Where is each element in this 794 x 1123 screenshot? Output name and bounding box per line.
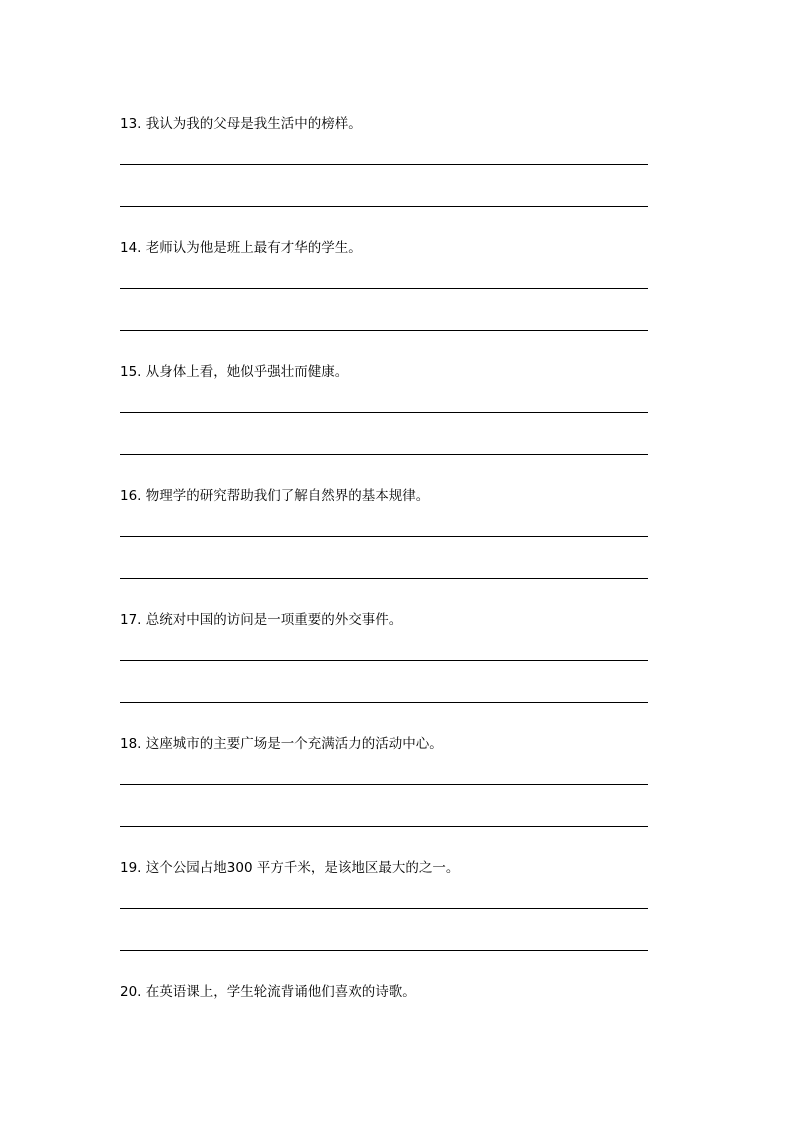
answer-line[interactable] (120, 536, 648, 537)
question-number: 14. (120, 240, 142, 256)
question-number: 17. (120, 612, 142, 628)
answer-line[interactable] (120, 288, 648, 289)
answer-line[interactable] (120, 826, 648, 827)
question-sentence: 老师认为他是班上最有才华的学生。 (145, 240, 362, 256)
answer-line[interactable] (120, 454, 648, 455)
question-prompt (120, 239, 362, 257)
answer-line[interactable] (120, 660, 648, 661)
question-prompt (120, 735, 443, 753)
question-sentence: 我认为我的父母是我生活中的榜样。 (145, 116, 362, 132)
answer-line[interactable] (120, 578, 648, 579)
question-sentence: 物理学的研究帮助我们了解自然界的基本规律。 (145, 488, 430, 504)
question-sentence: 从身体上看，她似乎强壮而健康。 (145, 364, 349, 380)
answer-line[interactable] (120, 908, 648, 909)
answer-line[interactable] (120, 206, 648, 207)
answer-line[interactable] (120, 784, 648, 785)
answer-line[interactable] (120, 702, 648, 703)
question-prompt (120, 487, 429, 505)
question-prompt (120, 611, 402, 629)
question-number: 18. (120, 736, 142, 752)
answer-line[interactable] (120, 412, 648, 413)
question-prompt (120, 115, 362, 133)
question-sentence: 这座城市的主要广场是一个充满活力的活动中心。 (145, 736, 443, 752)
question-prompt (120, 983, 416, 1001)
question-sentence: 这个公园占地300 平方千米，是该地区最大的之一。 (145, 860, 460, 876)
question-number: 13. (120, 116, 142, 132)
question-number: 16. (120, 488, 142, 504)
question-prompt (120, 859, 459, 877)
answer-line[interactable] (120, 330, 648, 331)
answer-line[interactable] (120, 164, 648, 165)
question-number: 15. (120, 364, 142, 380)
answer-line[interactable] (120, 950, 648, 951)
question-number: 19. (120, 860, 142, 876)
question-number: 20. (120, 984, 142, 1000)
question-sentence: 在英语课上，学生轮流背诵他们喜欢的诗歌。 (145, 984, 416, 1000)
question-prompt (120, 363, 348, 381)
question-sentence: 总统对中国的访问是一项重要的外交事件。 (145, 612, 403, 628)
